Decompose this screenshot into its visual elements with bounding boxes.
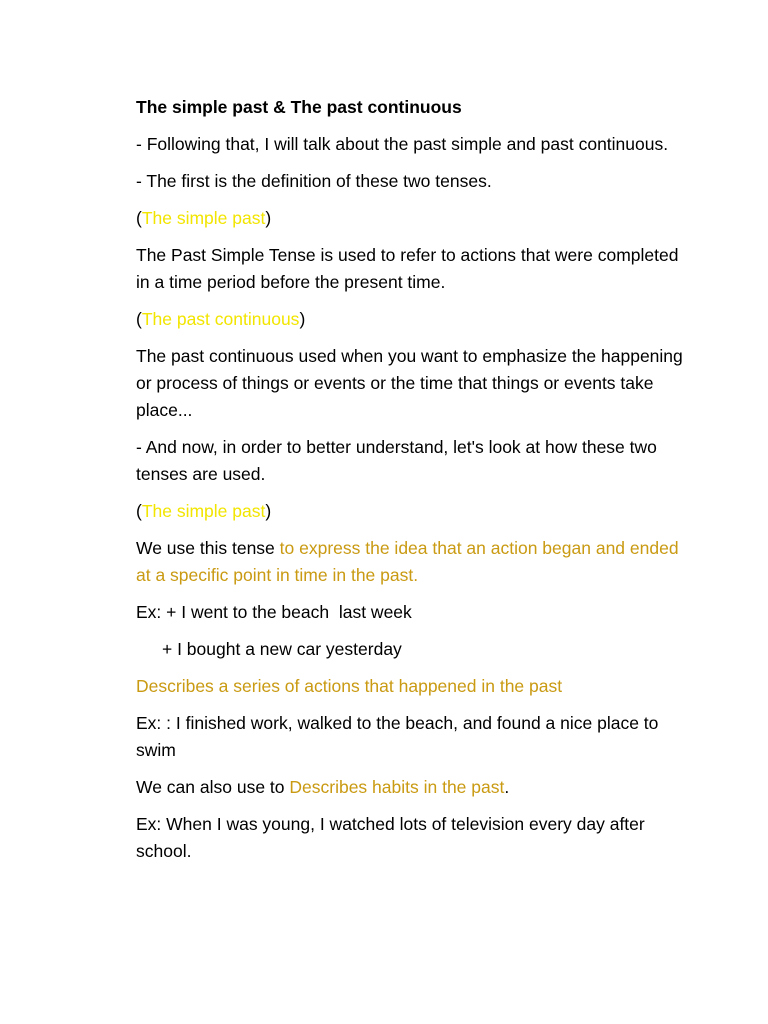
document-title: The simple past & The past continuous [136, 97, 462, 117]
usage-3-highlight: Describes habits in the past [289, 777, 505, 797]
simple-past-usage-heading-text: The simple past [141, 501, 266, 521]
example-1-line-2: + I bought a new car yesterday [162, 639, 402, 659]
usage-3-suffix: . [504, 777, 510, 797]
simple-past-usage-heading: (The simple past) [136, 501, 272, 521]
usage-paragraph-2: Describes a series of actions that happened in the past [136, 676, 563, 696]
past-continuous-heading-text: The past continuous [141, 309, 300, 329]
intro-paragraph-1: - Following that, I will talk about the past simple and past continuous. [136, 134, 669, 154]
usage-1-highlight: to express the idea that an action began and ended at a specific point in time in the past. [136, 538, 679, 585]
past-continuous-heading: (The past continuous) [136, 309, 306, 329]
example-1-line-1: Ex: + I went to the beach last week [136, 602, 412, 622]
past-continuous-definition: The past continuous used when you want to emphasize the happening or process of things or events or the time that things or events take place... [136, 346, 683, 420]
usage-1-prefix: We use this tense [136, 538, 280, 558]
simple-past-heading: (The simple past) [136, 208, 272, 228]
document-page [136, 94, 696, 875]
transition-paragraph: - And now, in order to better understand, let's look at how these two tenses are used. [136, 437, 657, 484]
simple-past-heading-text: The simple past [141, 208, 266, 228]
simple-past-definition: The Past Simple Tense is used to refer to actions that were completed in a time period before the present time. [136, 245, 679, 292]
usage-3-prefix: We can also use to [136, 777, 290, 797]
example-2: Ex: : I finished work, walked to the beach, and found a nice place to swim [136, 713, 659, 760]
usage-paragraph-3 [136, 774, 696, 801]
usage-paragraph-1 [136, 535, 696, 589]
intro-paragraph-2: - The first is the definition of these two tenses. [136, 171, 492, 191]
example-3: Ex: When I was young, I watched lots of television every day after school. [136, 814, 645, 861]
